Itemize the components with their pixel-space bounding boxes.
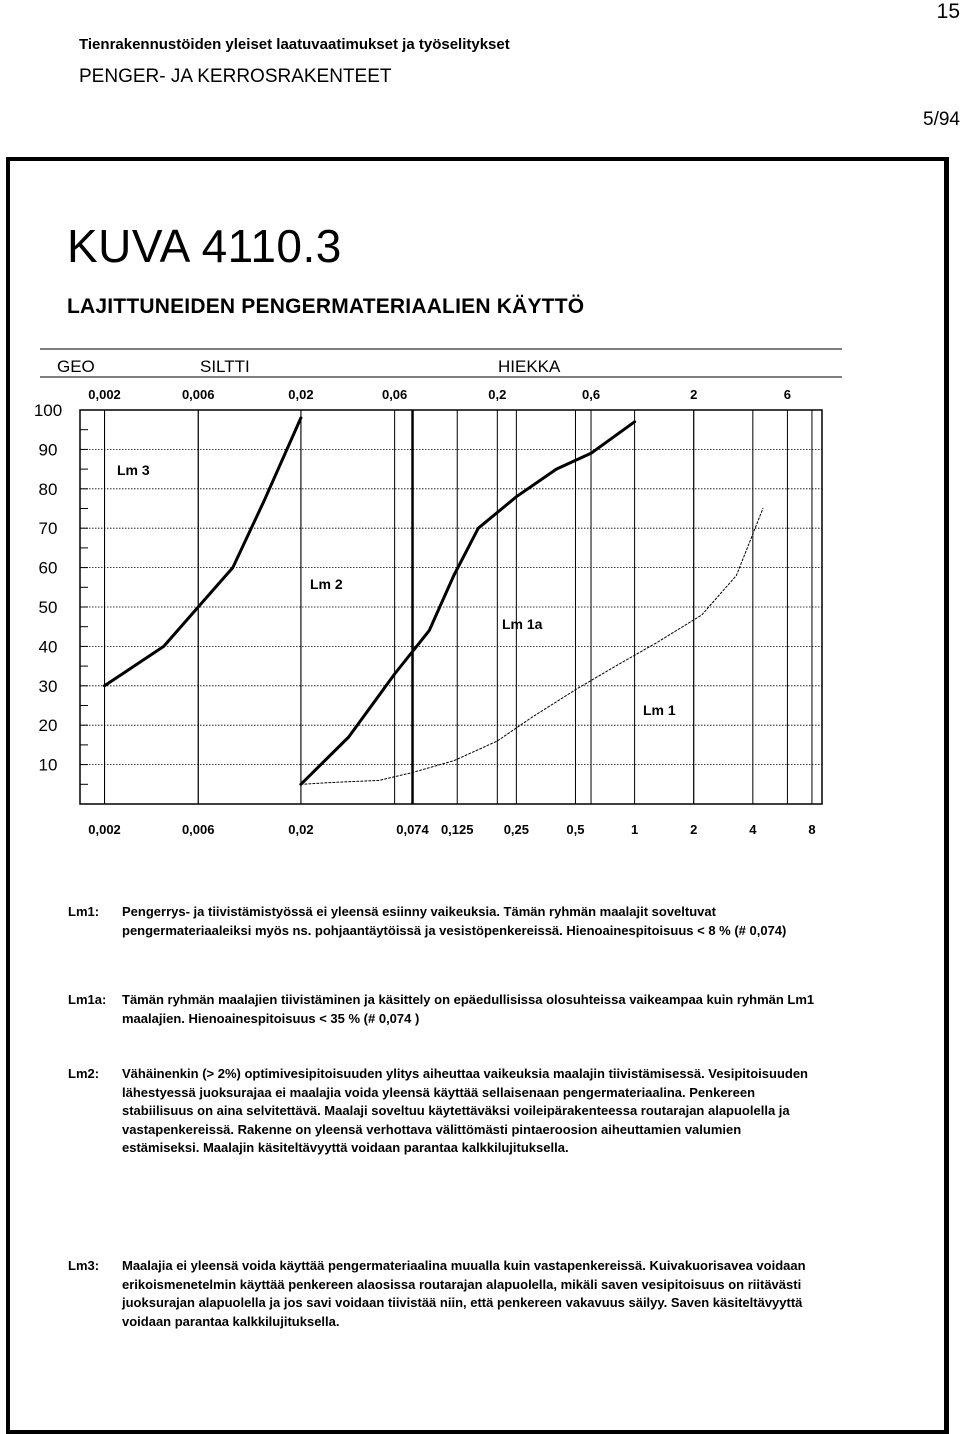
y-tick-label: 60 — [38, 558, 58, 578]
soil-class-label: GEO — [57, 357, 95, 376]
region-label: Lm 2 — [310, 576, 343, 592]
bottom-tick-label: 0,125 — [440, 822, 474, 837]
note-text: Vähäinenkin (> 2%) optimivesipitoisuuden ylitys aiheuttaa vaikeuksia maalajin tiivistämisessä. Vesipitoisuuden lähestyessä juoksurajaa ei maalajia voida yleensä käyttää sellaisenaan pengermateriaalina. Penkereen stabiilisuus on aina selvitettävä. Maalaji soveltuu käytettäväksi voileipärakenteessa routarajan alapuolella ja vastapenkereissä. Rakenne on yleensä verhottava välittömästi pintaeroosion aiheuttamien valumien estämiseksi. Maalajin käsiteltävyyttä voidaan parantaa kalkkilujituksella. — [122, 1066, 808, 1155]
top-tick-label: 0,6 — [581, 387, 601, 402]
page-number: 15 — [936, 0, 960, 23]
section-title: PENGER- JA KERROSRAKENTEET — [79, 66, 392, 87]
top-tick-label: 6 — [783, 387, 792, 402]
soil-class-label: HIEKKA — [498, 357, 561, 376]
document-date: 5/94 — [923, 109, 960, 130]
figure-title: KUVA 4110.3 — [67, 220, 342, 272]
bottom-tick-label: 4 — [749, 822, 757, 837]
note-lm1 — [68, 903, 808, 940]
note-text: Tämän ryhmän maalajien tiivistäminen ja käsittely on epäedullisissa olosuhteissa vaikeampaa kuin ryhmän Lm1 maalajien. Hienoainespitoisuus < 35 % (# 0,074 ) — [122, 992, 815, 1026]
y-tick-label: 30 — [38, 676, 58, 696]
bottom-tick-label: 0,006 — [181, 822, 215, 837]
bottom-tick-label: 2 — [690, 822, 698, 837]
bottom-tick-label: 0,074 — [396, 822, 429, 837]
figure-subtitle: LAJITTUNEIDEN PENGERMATERIAALIEN KÄYTTÖ — [67, 295, 585, 318]
region-label: Lm 1a — [502, 616, 543, 632]
y-tick-label: 10 — [38, 755, 58, 775]
series-line-lm-3 — [105, 418, 301, 686]
y-tick-label: 40 — [38, 637, 58, 657]
note-lm2 — [68, 1065, 808, 1158]
region-label: Lm 3 — [117, 462, 150, 478]
y-tick-label: 70 — [38, 519, 58, 539]
document-title: Tienrakennustöiden yleiset laatuvaatimukset ja työselitykset — [79, 36, 510, 53]
bottom-tick-label: 0,002 — [88, 822, 121, 837]
note-tag: Lm1: — [68, 904, 100, 919]
figure-frame — [6, 157, 949, 1434]
y-tick-label: 50 — [38, 598, 58, 617]
top-tick-label: 2 — [690, 387, 698, 402]
y-tick-label: 80 — [38, 479, 58, 499]
note-tag: Lm2: — [68, 1066, 100, 1081]
note-tag: Lm3: — [68, 1258, 100, 1273]
y-tick-label: 20 — [38, 716, 58, 736]
bottom-tick-label: 8 — [808, 822, 816, 837]
region-label: Lm 1 — [643, 702, 676, 718]
note-tag: Lm1a: — [68, 992, 107, 1007]
bottom-tick-label: 0,02 — [288, 822, 314, 837]
bottom-tick-label: 0,25 — [503, 822, 530, 837]
bottom-tick-label: 0,5 — [566, 822, 585, 837]
note-text: Pengerrys- ja tiivistämistyössä ei yleensä esiinny vaikeuksia. Tämän ryhmän maalajit soveltuvat pengermateriaaleiksi myös ns. pohjaantäytöissä ja vesistöpenkereissä. Hienoainespitoisuus < 8 % (# 0,074) — [122, 904, 787, 938]
top-tick-label: 0,002 — [88, 387, 121, 402]
top-tick-label: 0,02 — [288, 387, 314, 402]
top-tick-label: 0,06 — [381, 387, 408, 402]
top-tick-label: 0,006 — [181, 387, 215, 402]
y-tick-label: 100 — [33, 401, 63, 420]
bottom-tick-label: 1 — [630, 822, 639, 837]
top-tick-label: 0,2 — [488, 387, 507, 402]
note-text: Maalajia ei yleensä voida käyttää pengermateriaalina muualla kuin vastapenkereissä. Kuivakuorisavea voidaan erikoismenetelmin käyttää penkereen alaosissa routarajan alapuolella, mikäli saven vesipitoisuus on riitävästi juoksurajan alapuolella ja jos savi voidaan tiivistää niin, että penkereen vakavuus säilyy. Saven käsiteltävyyttä voidaan parantaa kalkkilujituksella. — [122, 1258, 806, 1329]
soil-class-label: SILTTI — [200, 357, 250, 376]
note-lm1a — [68, 991, 828, 1028]
note-lm3 — [68, 1257, 808, 1331]
grain-size-chart — [10, 161, 944, 881]
series-line-lm-2 — [301, 422, 635, 785]
y-tick-label: 90 — [38, 440, 58, 460]
